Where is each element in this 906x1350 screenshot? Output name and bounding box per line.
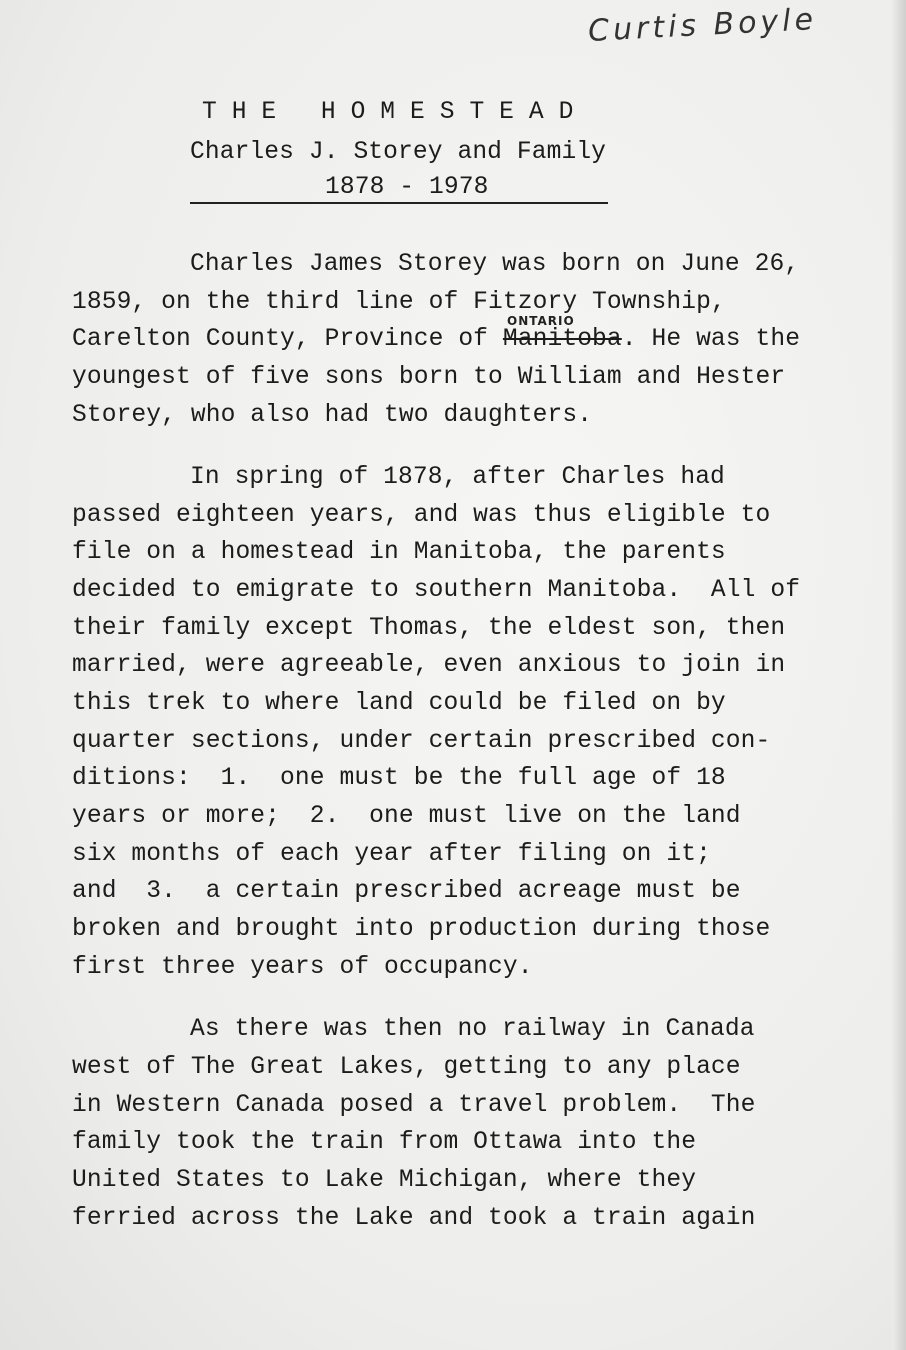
text-line: broken and brought into production during those: [72, 916, 771, 943]
text-line: family took the train from Ottawa into the: [72, 1129, 697, 1156]
document-subtitle: Charles J. Storey and Family: [190, 139, 607, 166]
text-line: decided to emigrate to southern Manitoba. All of: [72, 577, 801, 604]
text-line: in Western Canada posed a travel problem. The: [72, 1092, 756, 1119]
text-line: six months of each year after filing on it;: [72, 841, 711, 868]
text-line: quarter sections, under certain prescribed con-: [72, 728, 771, 755]
text-line: As there was then no railway in Canada: [190, 1016, 755, 1043]
text-line: youngest of five sons born to William and Hester: [72, 364, 786, 391]
text-line: United States to Lake Michigan, where they: [72, 1167, 697, 1194]
text-line: ferried across the Lake and took a train again: [72, 1205, 756, 1232]
text-line: 1859, on the third line of Fitzory Township,: [72, 289, 726, 316]
struck-word: Manitoba: [502, 326, 622, 353]
text-segment: Carelton County, Province of: [72, 326, 503, 353]
text-line: and 3. a certain prescribed acreage must be: [72, 878, 741, 905]
text-line: first three years of occupancy.: [72, 954, 533, 981]
text-line: Storey, who also had two daughters.: [72, 402, 593, 429]
text-line: In spring of 1878, after Charles had: [190, 464, 725, 491]
title-underline: [190, 202, 608, 204]
text-line: this trek to where land could be filed on by: [72, 690, 726, 717]
text-line: married, were agreeable, even anxious to join in: [72, 652, 786, 679]
text-line: passed eighteen years, and was thus eligible to: [72, 502, 771, 529]
text-line: file on a homestead in Manitoba, the parents: [72, 539, 726, 566]
text-line: their family except Thomas, the eldest son, then: [72, 615, 786, 642]
text-line-with-correction: [72, 328, 800, 352]
text-segment: . He was the: [621, 326, 801, 353]
handwritten-name: Curtis Boyle: [587, 2, 818, 49]
page-edge: [892, 0, 906, 1350]
text-line: west of The Great Lakes, getting to any place: [72, 1054, 741, 1081]
document-title: T H E H O M E S T E A D: [202, 99, 574, 126]
document-dates: 1878 - 1978: [325, 174, 489, 201]
text-line: years or more; 2. one must live on the land: [72, 803, 741, 830]
text-line: ditions: 1. one must be the full age of 18: [72, 765, 726, 792]
handwritten-correction: ONTARIO: [507, 314, 575, 328]
text-line: Charles James Storey was born on June 26,: [190, 251, 800, 278]
